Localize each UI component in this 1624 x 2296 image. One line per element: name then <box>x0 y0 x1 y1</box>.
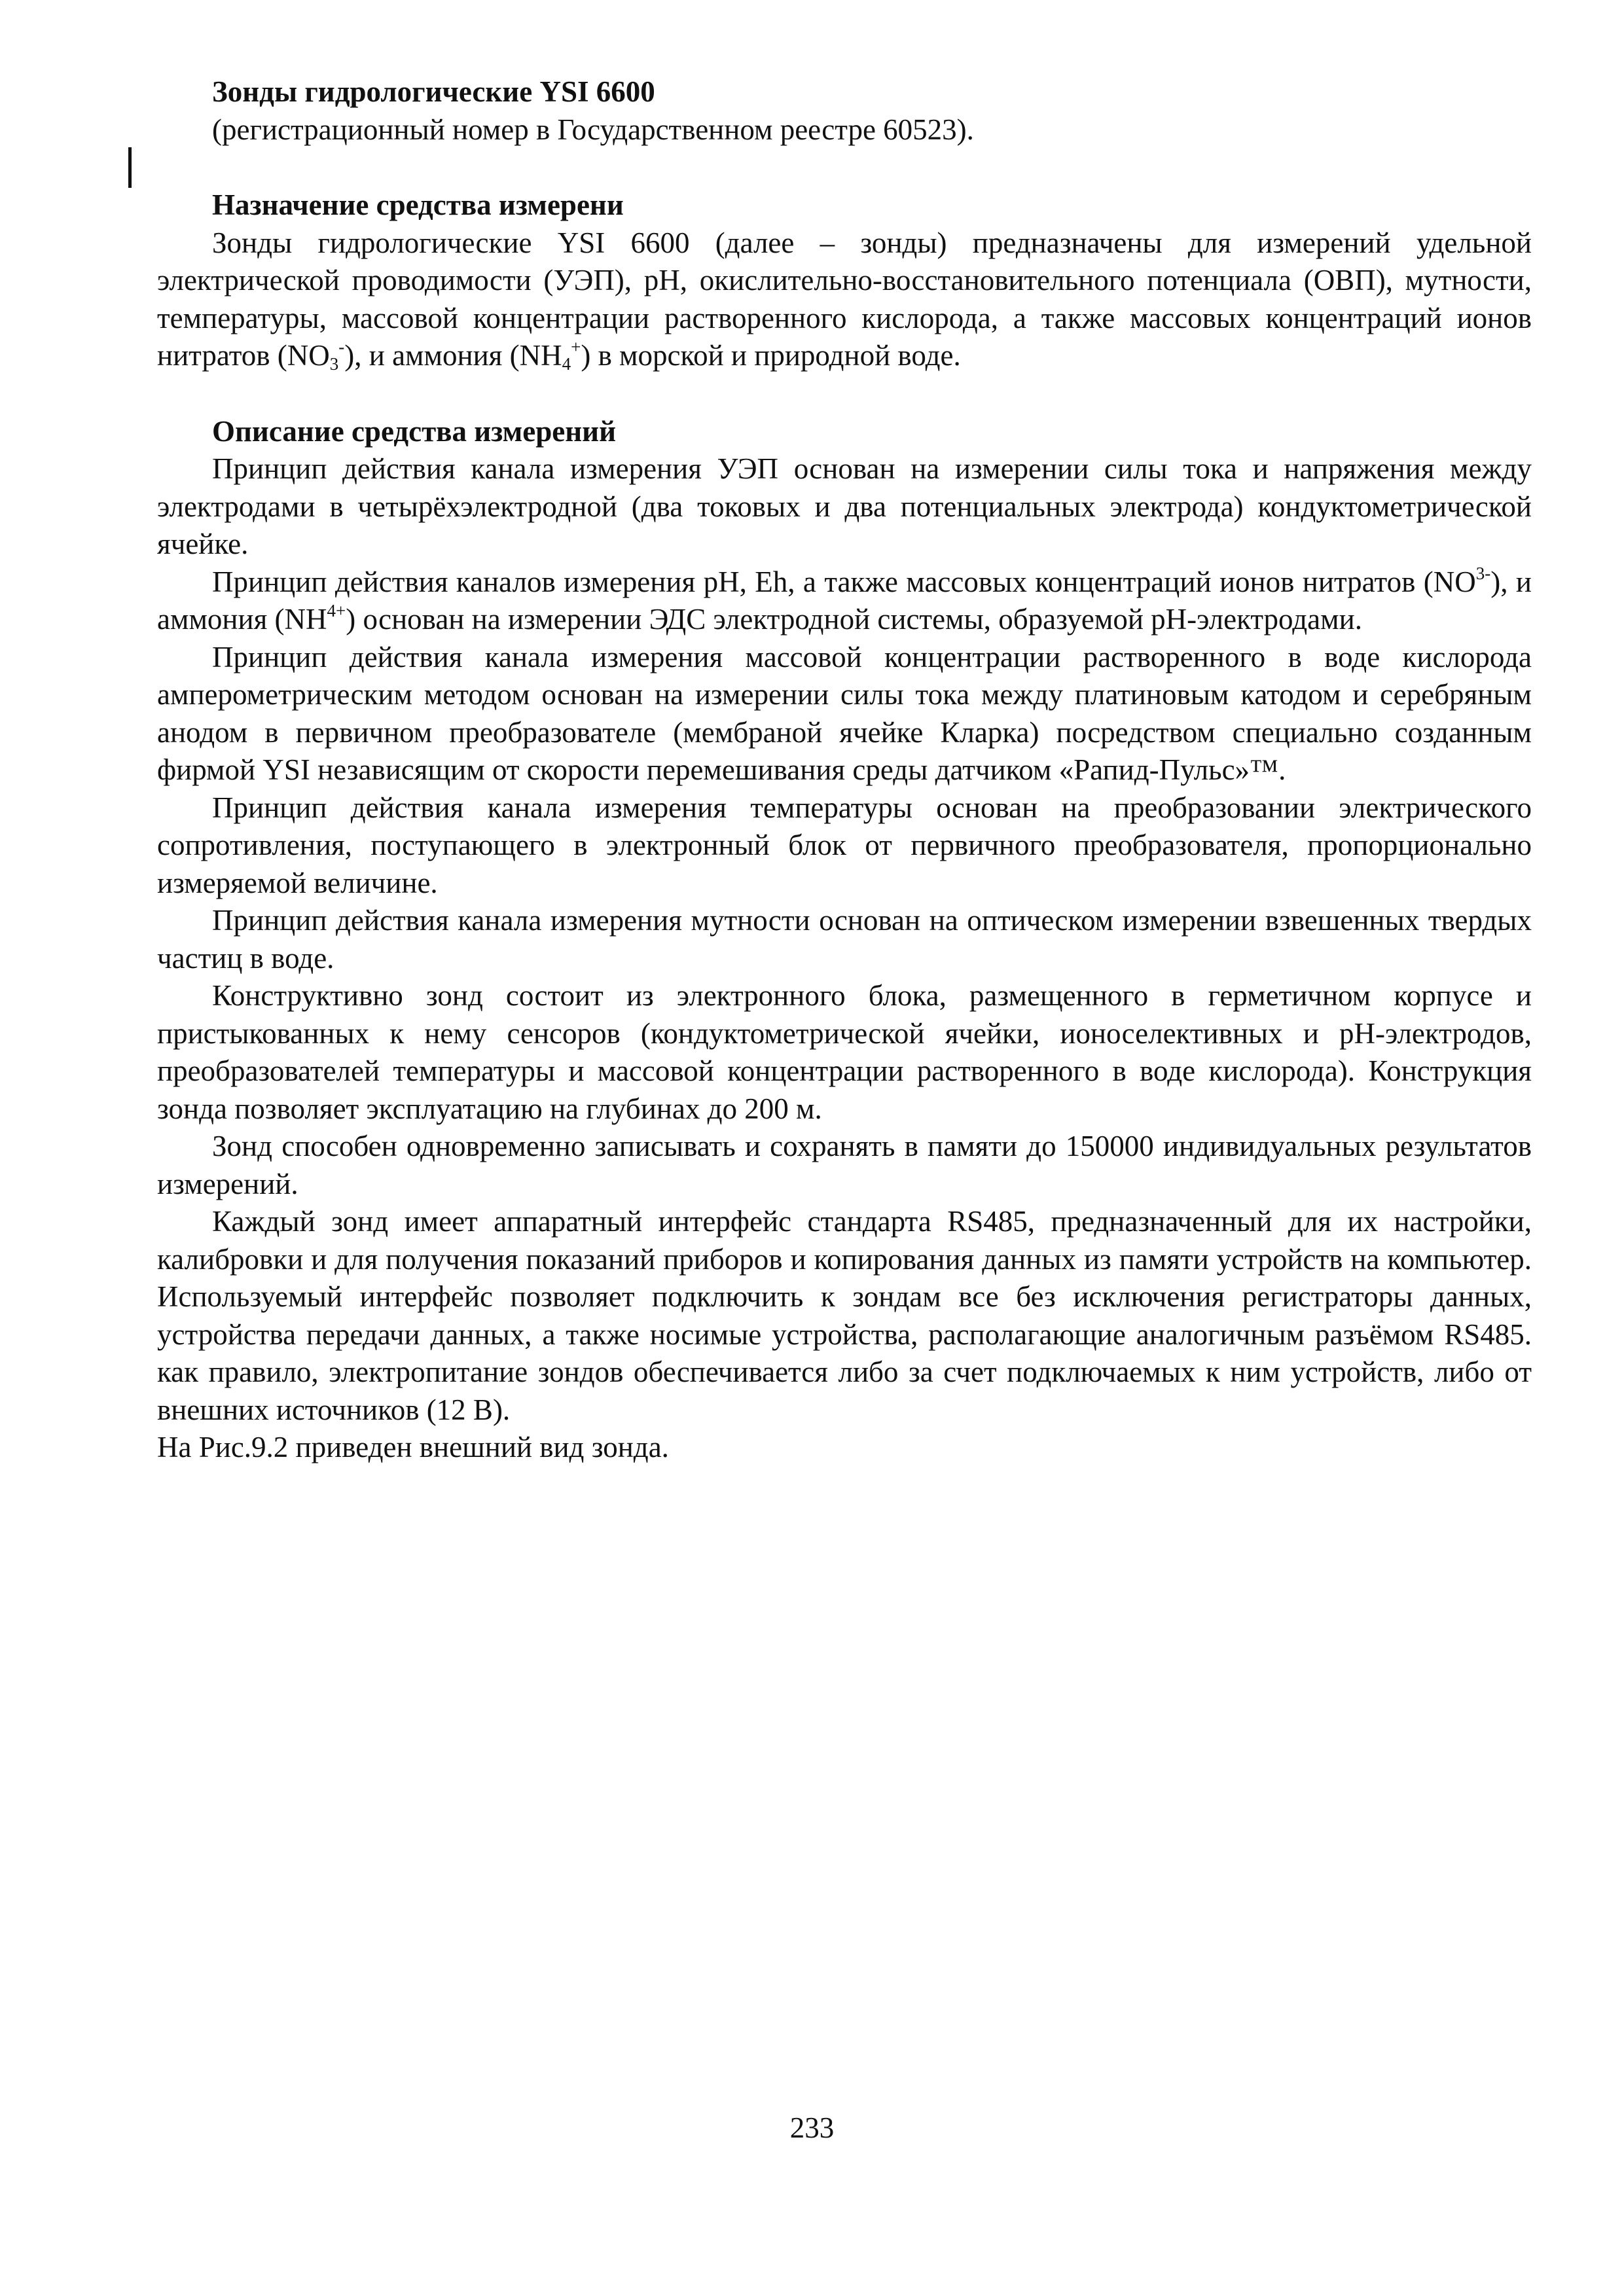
nh4-subscript: 4 <box>562 353 571 374</box>
nh4-superscript: + <box>571 337 581 357</box>
page-number: 233 <box>789 2111 835 2144</box>
purpose-heading: Назначение средства измерени <box>212 188 624 221</box>
p2-superscript-1: 3- <box>1475 563 1491 583</box>
p2-text-b: ), и аммония (NH <box>157 565 1532 636</box>
spacer <box>157 375 1532 413</box>
purpose-text-before: Зонды гидрологические YSI 6600 (далее – зонды) предназначены для измерений удельной электрической проводимости (УЭП), pH, окислительно-восстановительного потенциала (ОВП), мутности, температуры, массовой концентрации растворенного кислорода, а также массовых концентраций ионов нитратов (NO <box>157 226 1532 372</box>
description-paragraph-7: Зонд способен одновременно записывать и сохранять в памяти до 150000 индивидуальных результатов измерений. <box>157 1130 1532 1200</box>
description-paragraph-1: Принцип действия канала измерения УЭП основан на измерении силы тока и напряжения между электродами в четырёхэлектродной (два токовых и два потенциальных электрода) кондуктометрической ячейке. <box>157 452 1532 560</box>
description-paragraph-4: Принцип действия канала измерения температуры основан на преобразовании электрического сопротивления, поступающего в электронный блок от первичного преобразователя, пропорционально измеряемой величине. <box>157 791 1532 899</box>
description-paragraph-9: На Рис.9.2 приведен внешний вид зонда. <box>157 1431 669 1463</box>
registration-note: (регистрационный номер в Государственном реестре 60523). <box>212 113 974 146</box>
description-paragraph-6: Конструктивно зонд состоит из электронного блока, размещенного в герметичном корпусе и пристыкованных к нему сенсоров (кондуктометрической ячейки, ионоселективных и pH-электродов, преобразователей температуры и массовой концентрации растворенного в воде кислорода). Конструкция зонда позволяет эксплуатацию на глубинах до 200 м. <box>157 979 1532 1125</box>
description-paragraph-5: Принцип действия канала измерения мутности основан на оптическом измерении взвешенных твердых частиц в воде. <box>157 904 1532 975</box>
page-content <box>157 73 1532 1467</box>
p2-text-a: Принцип действия каналов измерения pH, Eh, а также массовых концентраций ионов нитратов (NO <box>212 565 1476 598</box>
document-title: Зонды гидрологические YSI 6600 <box>212 75 655 108</box>
purpose-text-between: ), и аммония (NH <box>344 339 562 372</box>
no3-superscript: - <box>338 337 345 357</box>
p2-text-c: ) основан на измерении ЭДС электродной системы, образуемой pH-электродами. <box>346 603 1362 636</box>
spacer <box>157 149 1532 187</box>
description-paragraph-8: Каждый зонд имеет аппаратный интерфейс стандарта RS485, предназначенный для их настройки, калибровки и для получения показаний приборов и копирования данных из памяти устройств на компьютер. Используемый интерфейс позволяет подключить к зондам все без исключения регистраторы данных, устройства передачи данных, а также носимые устройства, располагающие аналогичным разъёмом RS485. как правило, электропитание зондов обеспечивается либо за счет подключаемых к ним устройств, либо от внешних источников (12 В). <box>157 1205 1532 1426</box>
no3-subscript: 3 <box>329 353 339 374</box>
revision-bar <box>128 147 132 188</box>
purpose-paragraph <box>157 224 1532 375</box>
purpose-text-after: ) в морской и природной воде. <box>581 339 961 372</box>
description-paragraph-3: Принцип действия канала измерения массовой концентрации растворенного в воде кислорода амперометрическим методом основан на измерении силы тока между платиновым катодом и серебряным анодом в первичном преобразователе (мембраной ячейке Кларка) посредством специально созданным фирмой YSI независящим от скорости перемешивания среды датчиком «Рапид-Пульс»™. <box>157 640 1532 786</box>
p2-superscript-2: 4+ <box>327 601 346 621</box>
description-heading: Описание средства измерений <box>212 414 617 448</box>
description-paragraph-2 <box>157 564 1532 639</box>
